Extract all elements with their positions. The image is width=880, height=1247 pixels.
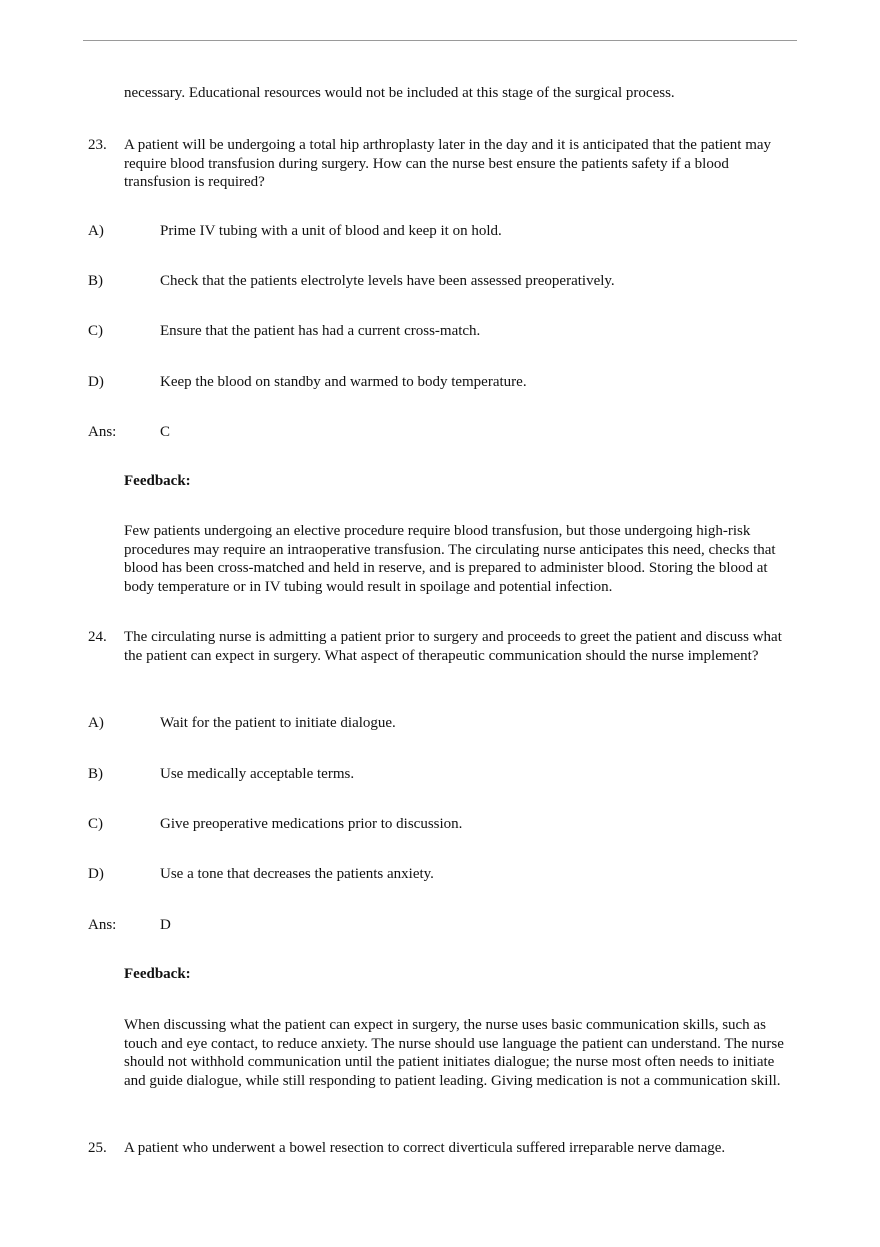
option-label-c: C)	[88, 323, 103, 339]
option-text-c: Give preoperative medications prior to discussion.	[160, 816, 463, 832]
feedback-heading: Feedback:	[124, 473, 191, 489]
option-text-b: Check that the patients electrolyte levels have been assessed preoperatively.	[160, 273, 615, 289]
option-label-b: B)	[88, 273, 103, 289]
option-label-a: A)	[88, 223, 104, 239]
header-rule	[83, 40, 797, 41]
question-number: 24.	[88, 629, 107, 645]
answer-label: Ans:	[88, 917, 117, 933]
question-text: A patient will be undergoing a total hip arthroplasty later in the day and it is anticipated that the patient may require blood transfusion during surgery. How can the nurse best ensure the patients safety if a blood transfusion is required?	[124, 137, 772, 190]
intro-paragraph: necessary. Educational resources would not be included at this stage of the surgical process.	[124, 85, 675, 101]
option-label-d: D)	[88, 374, 104, 390]
question-number: 25.	[88, 1140, 107, 1156]
option-text-a: Prime IV tubing with a unit of blood and keep it on hold.	[160, 223, 502, 239]
option-text-d: Use a tone that decreases the patients anxiety.	[160, 866, 434, 882]
feedback-text: When discussing what the patient can expect in surgery, the nurse uses basic communication skills, such as touch and eye contact, to reduce anxiety. The nurse should use language the patient can understand. The nurse should not withhold communication until the patient initiates dialogue; the nurse most often needs to initiate and guide dialogue, while still responding to patient leading. Giving medication is not a communication skill.	[124, 1017, 784, 1089]
option-text-c: Ensure that the patient has had a current cross-match.	[160, 323, 481, 339]
option-text-a: Wait for the patient to initiate dialogue.	[160, 715, 396, 731]
option-label-a: A)	[88, 715, 104, 731]
question-number: 23.	[88, 137, 107, 153]
feedback-heading: Feedback:	[124, 966, 191, 982]
feedback-text: Few patients undergoing an elective procedure require blood transfusion, but those undergoing high-risk procedures may require an intraoperative transfusion. The circulating nurse anticipates this need, checks that blood has been cross-matched and held in reserve, and is prepared to administer blood. Storing the blood at body temperature or in IV tubing would result in spoilage and potential infection.	[124, 523, 776, 595]
question-text: The circulating nurse is admitting a patient prior to surgery and proceeds to greet the patient and discuss what the patient can expect in surgery. What aspect of therapeutic communication should the nurse implement?	[124, 629, 782, 664]
answer-value: D	[160, 917, 171, 933]
option-label-d: D)	[88, 866, 104, 882]
option-text-d: Keep the blood on standby and warmed to body temperature.	[160, 374, 527, 390]
option-label-b: B)	[88, 766, 103, 782]
question-text: A patient who underwent a bowel resection to correct diverticula suffered irreparable nerve damage.	[124, 1140, 726, 1156]
answer-value: C	[160, 424, 171, 440]
option-label-c: C)	[88, 816, 103, 832]
option-text-b: Use medically acceptable terms.	[160, 766, 355, 782]
answer-label: Ans:	[88, 424, 117, 440]
